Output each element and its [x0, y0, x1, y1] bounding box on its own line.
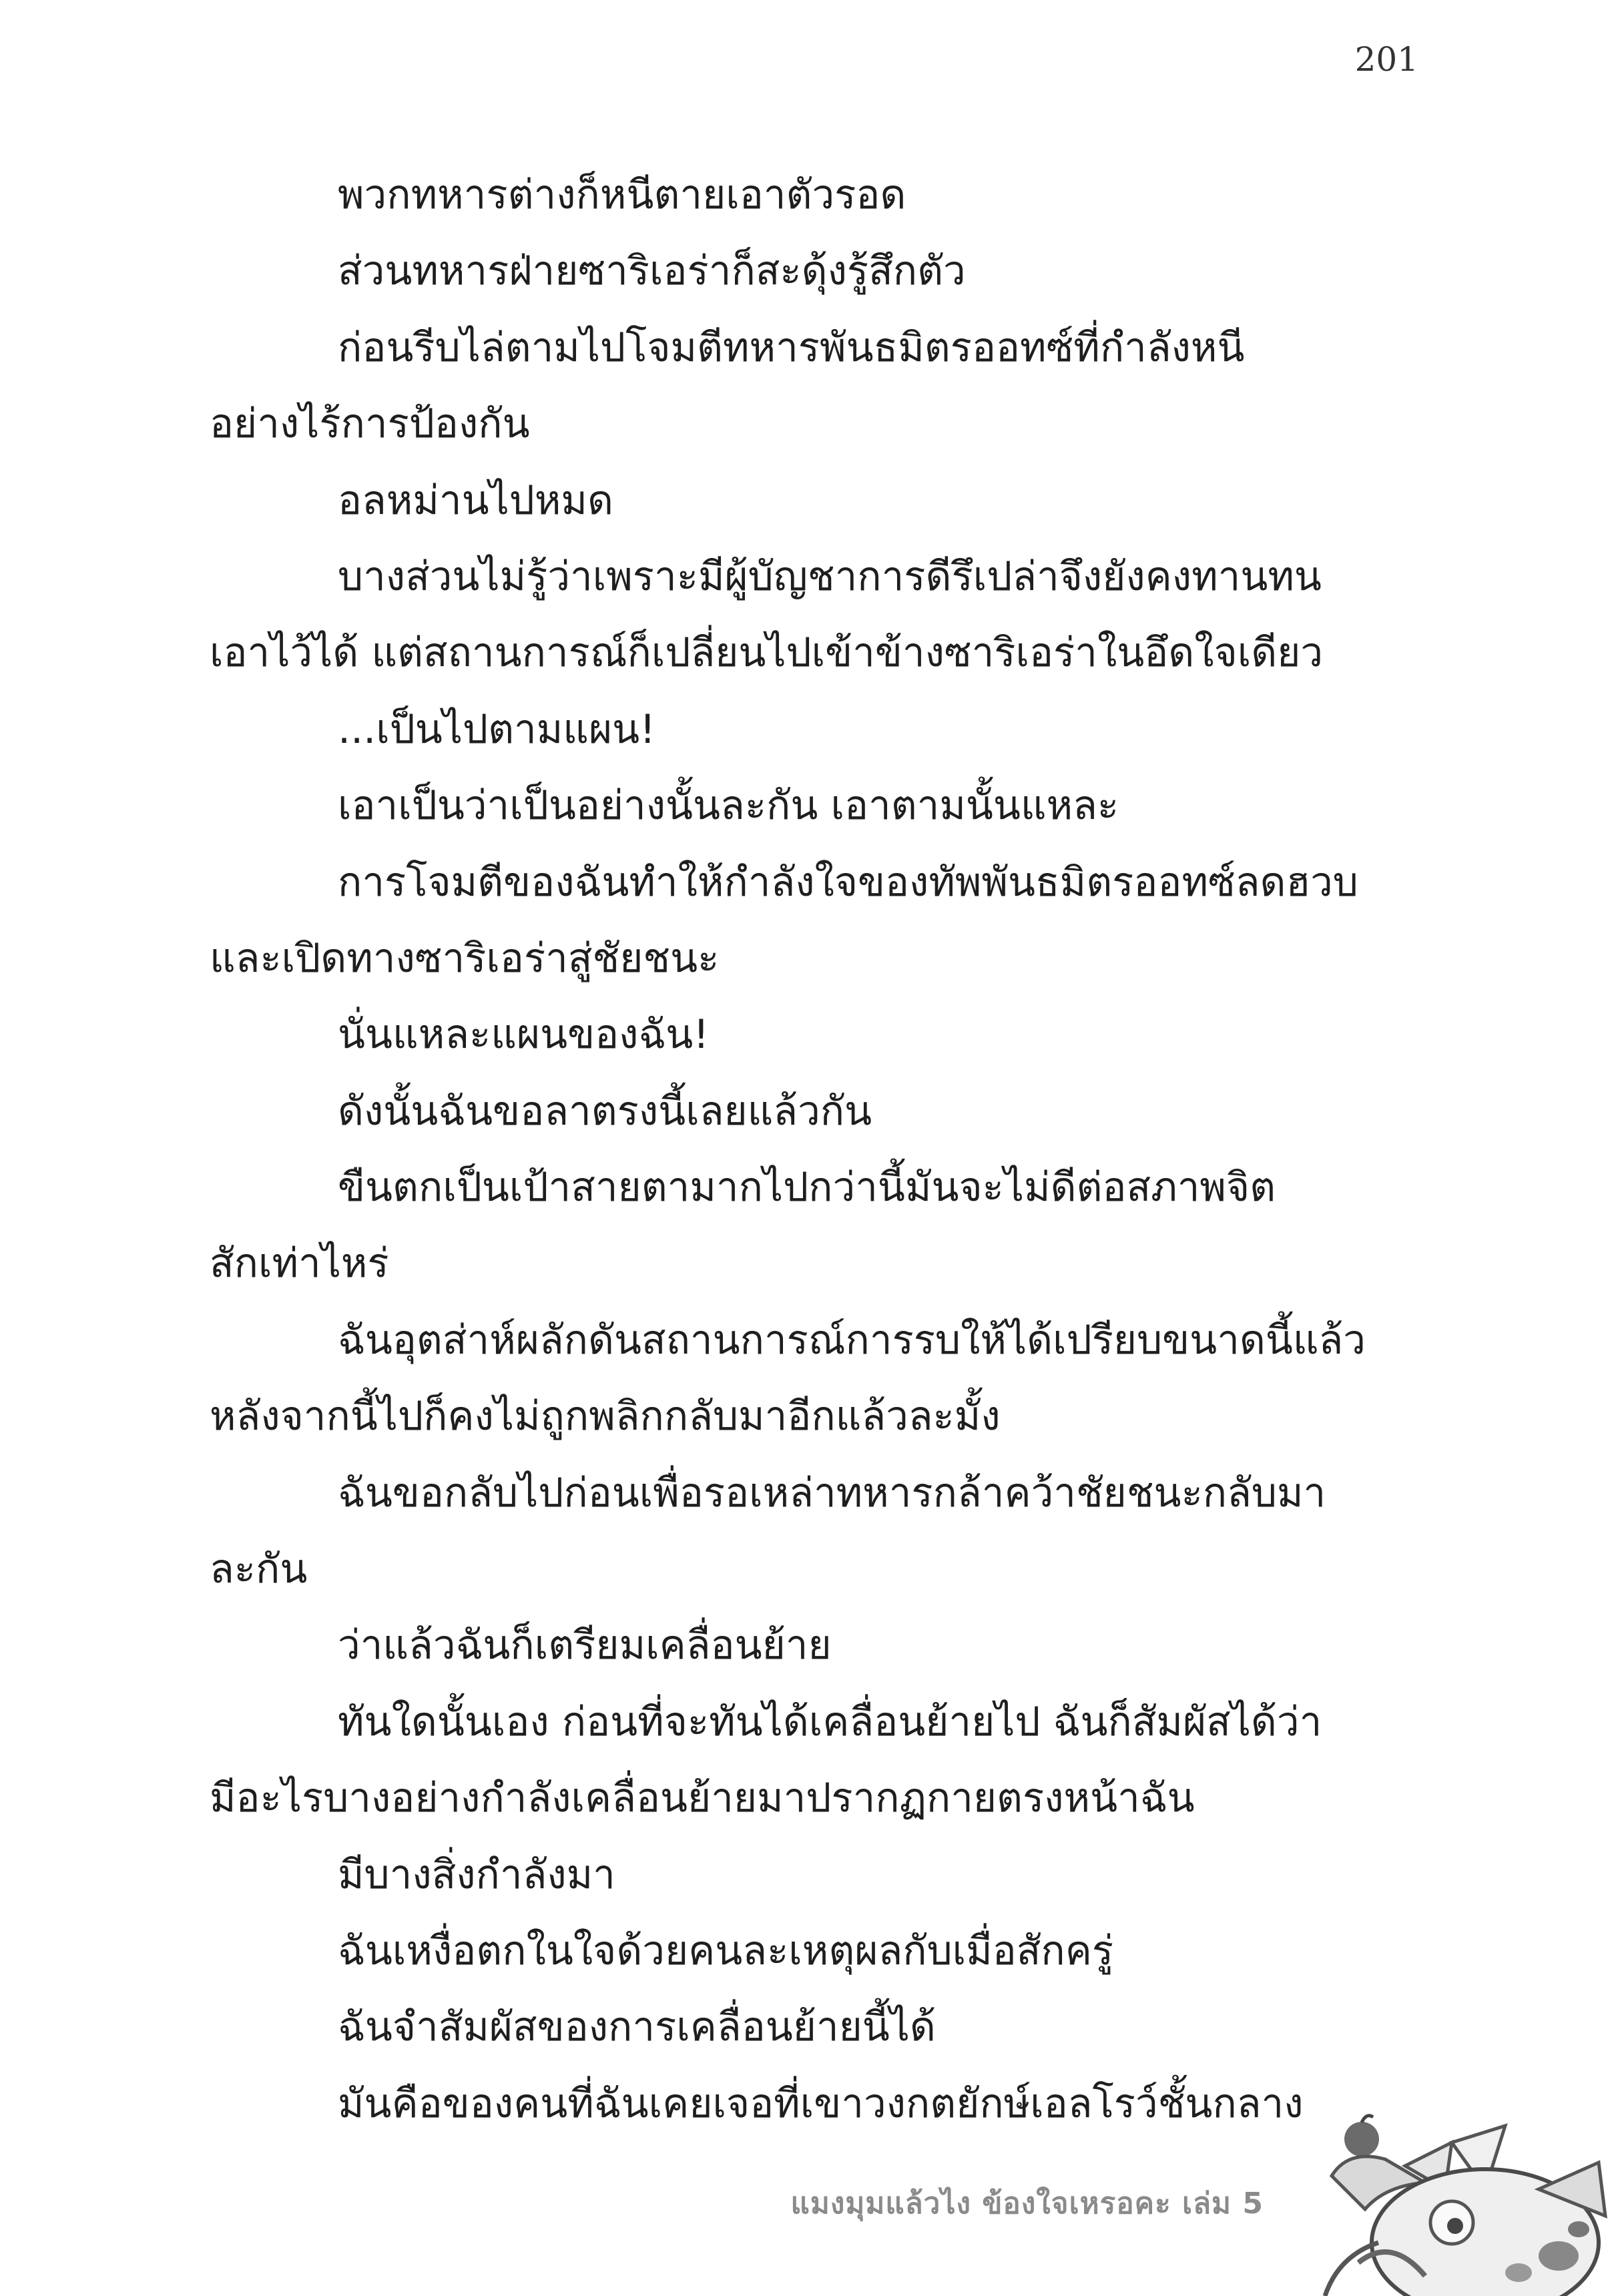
text-line: สักเท่าไหร่ — [210, 1240, 389, 1287]
text-line: ฉันเหงื่อตกในใจด้วยคนละเหตุผลกับเมื่อสักครู่ — [338, 1927, 1114, 1974]
text-line: ละกัน — [210, 1546, 308, 1593]
text-line: อลหม่านไปหมด — [338, 477, 613, 524]
text-line: นั่นแหละแผนของฉัน! — [338, 1011, 710, 1059]
text-line: เอาเป็นว่าเป็นอย่างนั้นละกัน เอาตามนั้นแหละ — [338, 782, 1119, 830]
text-line: อย่างไร้การป้องกัน — [210, 400, 530, 448]
text-line: ดังนั้นฉันขอลาตรงนี้เลยแล้วกัน — [338, 1087, 872, 1135]
text-line: ส่วนทหารฝ่ายซาริเอร่าก็สะดุ้งรู้สึกตัว — [338, 248, 966, 295]
text-line: มีอะไรบางอย่างกำลังเคลื่อนย้ายมาปรากฏกายตรงหน้าฉัน — [210, 1775, 1195, 1822]
text-line: ฉันอุตส่าห์ผลักดันสถานการณ์การรบให้ได้เปรียบขนาดนี้แล้ว — [338, 1316, 1366, 1364]
text-line: พวกทหารต่างก็หนีตายเอาตัวรอด — [338, 172, 906, 218]
text-line: ฉันจำสัมผัสของการเคลื่อนย้ายนี้ได้ — [338, 2004, 936, 2051]
text-line: เอาไว้ได้ แต่สถานการณ์ก็เปลี่ยนไปเข้าข้างซาริเอร่าในอึดใจเดียว — [210, 629, 1324, 677]
text-line: ...เป็นไปตามแผน! — [338, 705, 656, 753]
running-footer-title: แมงมุมแล้วไง ข้องใจเหรอคะ เล่ม 5 — [790, 2187, 1264, 2221]
body-text — [210, 157, 1411, 2142]
text-line: มีบางสิ่งกำลังมา — [338, 1851, 615, 1898]
text-line: ฉันขอกลับไปก่อนเพื่อรอเหล่าทหารกล้าคว้าชัยชนะกลับมา — [338, 1469, 1326, 1516]
text-line: ก่อนรีบไล่ตามไปโจมตีทหารพันธมิตรออทซ์ที่กำลังหนี — [338, 324, 1245, 371]
text-line: หลังจากนี้ไปก็คงไม่ถูกพลิกกลับมาอีกแล้วละมั้ง — [210, 1393, 1001, 1440]
text-line: และเปิดทางซาริเอร่าสู่ชัยชนะ — [210, 934, 720, 982]
text-line: มันคือของคนที่ฉันเคยเจอที่เขาวงกตยักษ์เอลโรว์ชั้นกลาง — [338, 2080, 1304, 2127]
text-line: ทันใดนั้นเอง ก่อนที่จะทันได้เคลื่อนย้ายไป ฉันก็สัมผัสได้ว่า — [338, 1698, 1322, 1745]
text-line: การโจมตีของฉันทำให้กำลังใจของทัพพันธมิตรออทซ์ลดฮวบ — [338, 858, 1358, 906]
text-line: ขืนตกเป็นเป้าสายตามากไปกว่านี้มันจะไม่ดีต่อสภาพจิต — [338, 1164, 1276, 1211]
spider-mascot-illustration — [1285, 2102, 1612, 2296]
page-number: 201 — [1354, 40, 1418, 79]
text-line: ว่าแล้วฉันก็เตรียมเคลื่อนย้าย — [338, 1622, 832, 1669]
text-line: บางส่วนไม่รู้ว่าเพราะมีผู้บัญชาการดีรึเปล่าจึงยังคงทานทน — [338, 553, 1322, 600]
